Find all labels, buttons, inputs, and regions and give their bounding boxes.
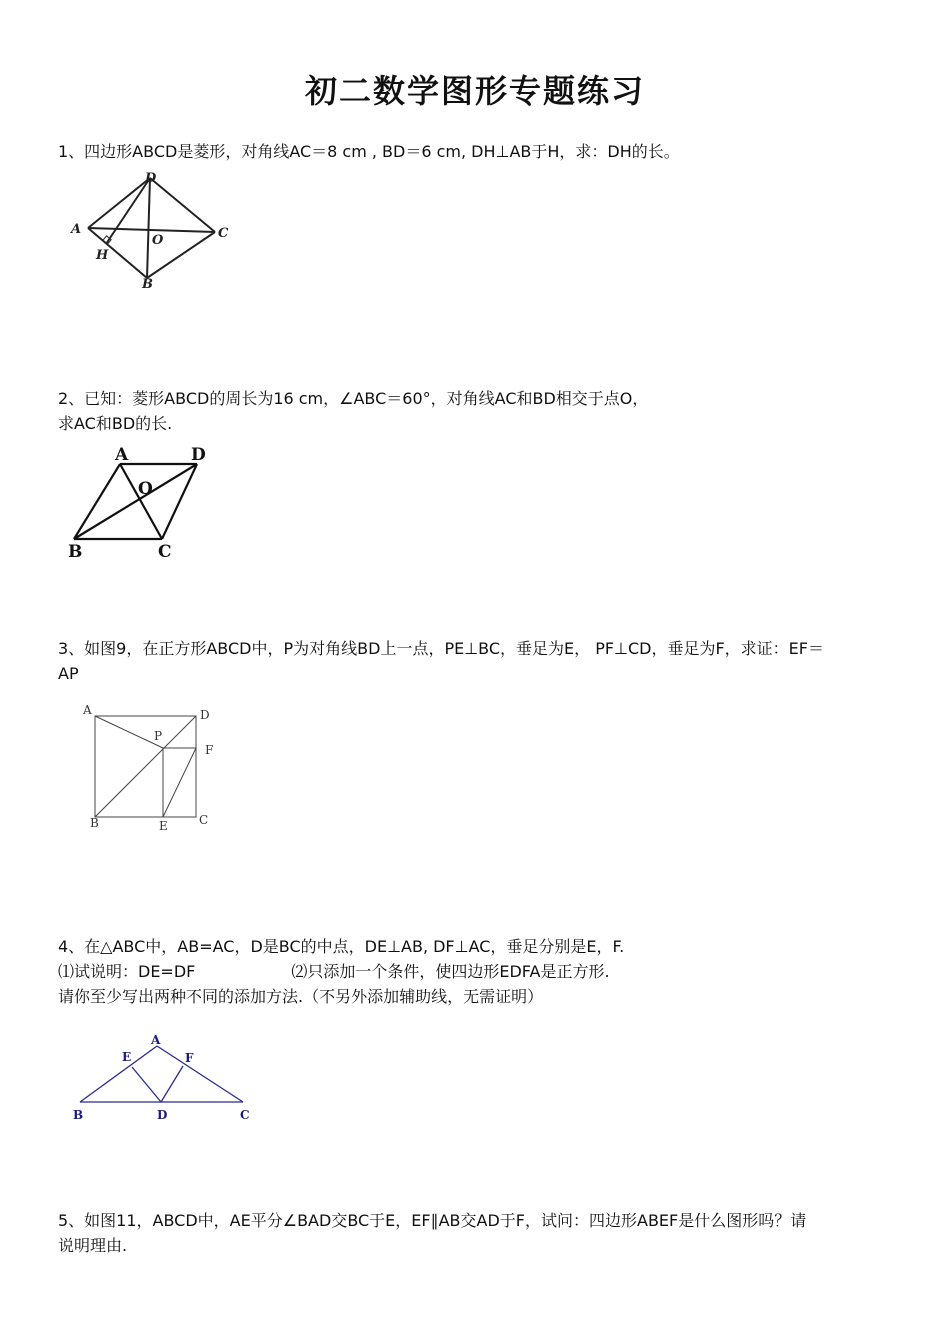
label-c: C: [218, 226, 229, 241]
problem-line: [58, 959, 898, 984]
label-e: E: [159, 819, 168, 833]
label-d: D: [145, 171, 157, 186]
label-p: P: [154, 729, 163, 743]
label-o: O: [138, 479, 153, 499]
label-c: C: [240, 1108, 250, 1122]
problem-5-text: [58, 1208, 898, 1258]
problem-line: 2、已知：菱形ABCD的周长为16 cm，∠ABC＝60°，对角线AC和BD相交于点O，: [58, 389, 649, 408]
label-d: D: [157, 1108, 168, 1122]
problem-line: 求AC和BD的长.: [58, 414, 173, 433]
label-c: C: [199, 813, 209, 827]
figure-4-triangle: [68, 1032, 268, 1132]
problem-line: 说明理由.: [58, 1236, 128, 1255]
label-b: B: [73, 1108, 84, 1122]
problem-1-text: [58, 139, 898, 164]
problem-4-text: [58, 934, 898, 1009]
label-e: E: [122, 1050, 132, 1064]
label-b: B: [142, 277, 153, 292]
label-a: A: [83, 703, 92, 717]
label-c: C: [158, 542, 172, 562]
label-f: F: [185, 1051, 194, 1065]
label-d: D: [191, 445, 206, 465]
label-b: B: [90, 816, 99, 830]
figure-3-square: [78, 700, 238, 840]
problem-line: AP: [58, 664, 79, 683]
label-f: F: [205, 743, 214, 757]
problem-2-text: [58, 386, 898, 436]
figure-1-rhombus: [60, 168, 250, 298]
problem-line: 请你至少写出两种不同的添加方法.（不另外添加辅助线，无需证明）: [58, 987, 544, 1006]
label-b: B: [68, 542, 83, 562]
label-h: H: [96, 248, 109, 263]
label-a: A: [71, 222, 82, 237]
problem-line: 4、在△ABC中，AB=AC，D是BC的中点，DE⊥AB, DF⊥AC，垂足分别是E，F.: [58, 937, 625, 956]
problem-line: 1、四边形ABCD是菱形，对角线AC＝8 cm , BD＝6 cm, DH⊥AB于H，求：DH的长。: [58, 142, 680, 161]
part-2: ⑵只添加一个条件，使四边形EDFA是正方形.: [291, 962, 610, 981]
label-o: O: [152, 233, 164, 248]
problem-3-text: [58, 636, 898, 686]
page-title: 初二数学图形专题练习: [304, 72, 645, 110]
label-a: A: [115, 445, 129, 465]
problem-line: 5、如图11，ABCD中，AE平分∠BAD交BC于E，EF∥AB交AD于F，试问：四边形ABEF是什么图形吗？请: [58, 1211, 807, 1230]
problem-line: 3、如图9，在正方形ABCD中，P为对角线BD上一点，PE⊥BC，垂足为E， PF⊥CD，垂足为F，求证：EF＝: [58, 639, 824, 658]
label-a: A: [151, 1033, 161, 1047]
label-d: D: [200, 708, 210, 722]
figure-2-rhombus: [62, 444, 242, 564]
part-1: ⑴试说明：DE=DF: [58, 962, 196, 981]
